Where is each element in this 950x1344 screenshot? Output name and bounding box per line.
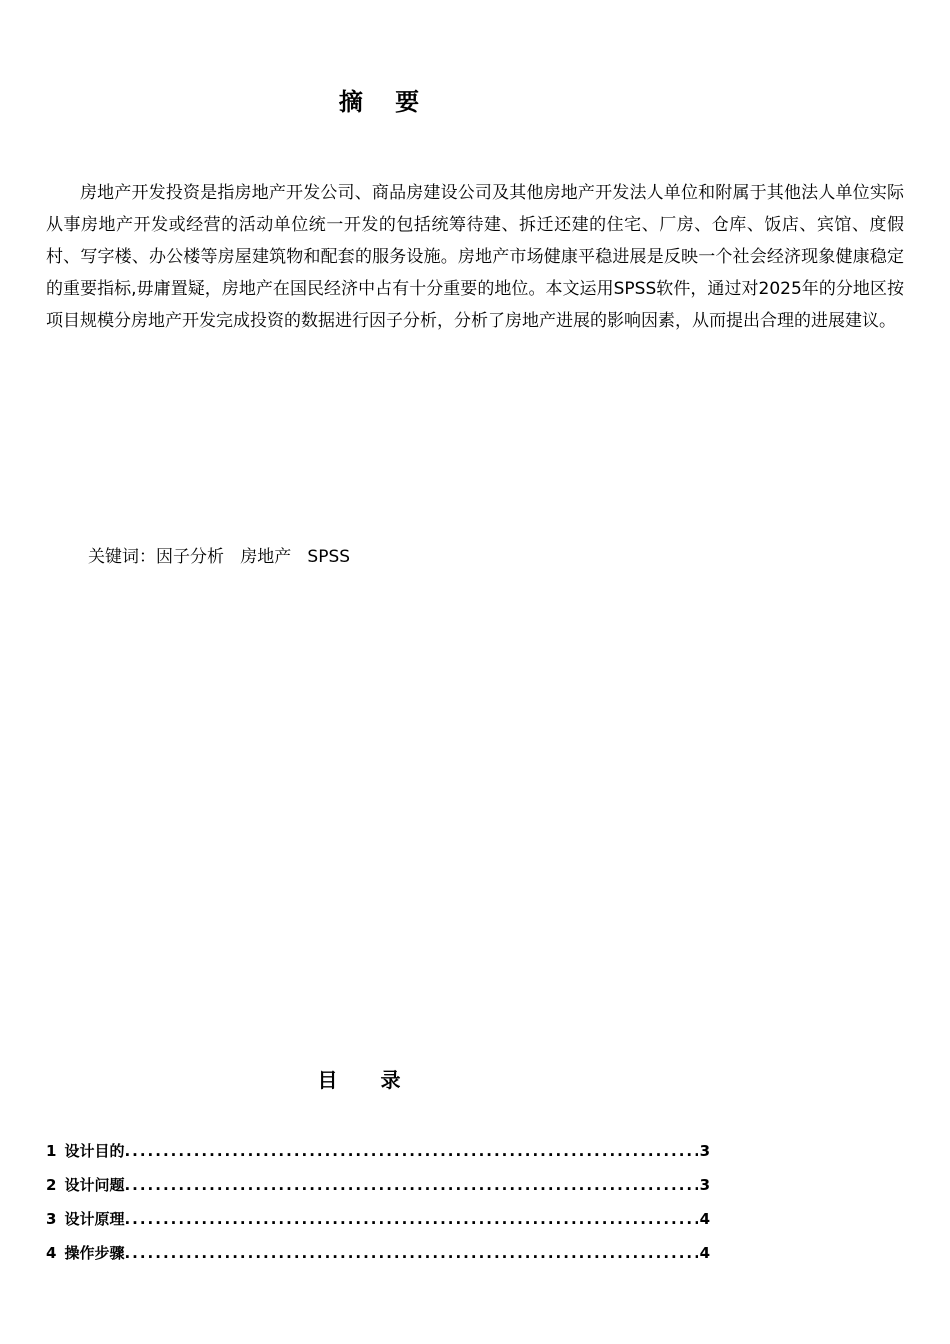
toc-item-page: 3 [699,1142,710,1160]
abstract-title: 摘 要 [338,88,432,116]
toc-item-page: 3 [699,1176,710,1194]
toc-item-label: 设计目的 [64,1142,125,1160]
abstract-body: 房地产开发投资是指房地产开发公司、商品房建设公司及其他房地产开发法人单位和附属于其他法人单位实际从事房地产开发或经营的活动单位统一开发的包括统筹待建、拆迁还建的住宅、厂房、仓库、饭店、宾馆、度假村、写字楼、办公楼等房屋建筑物和配套的服务设施。房地产市场健康平稳进展是反映一个社会经济现象健康稳定的重要指标,毋庸置疑，房地产在国民经济中占有十分重要的地位。本文运用SPSS软件，通过对2025年的分地区按项目规模分房地产开发完成投资的数据进行因子分析，分析了房地产进展的影响因素，从而提出合理的进展建议。 [46,183,904,331]
toc-list [46,1140,710,1276]
toc-item-design-principle[interactable] [46,1208,710,1242]
toc-leader-dots [124,1176,697,1194]
toc-item-number: 1 [46,1142,57,1160]
toc-item-number: 2 [46,1176,57,1194]
toc-item-label: 操作步骤 [64,1244,125,1262]
toc-item-operation-steps[interactable] [46,1242,710,1276]
toc-leader-dots [124,1210,697,1228]
toc-item-label: 设计原理 [64,1210,125,1228]
toc-item-number: 3 [46,1210,57,1228]
toc-leader-dots [124,1244,697,1262]
toc-item-number: 4 [46,1244,57,1262]
toc-item-design-purpose[interactable] [46,1140,710,1174]
toc-item-label: 设计问题 [64,1176,125,1194]
keywords-line: 关键词：因子分析 房地产 SPSS [88,547,351,567]
toc-leader-dots [124,1142,697,1160]
toc-item-page: 4 [699,1210,710,1228]
toc-title: 目 录 [317,1068,419,1092]
toc-item-design-problem[interactable] [46,1174,710,1208]
toc-item-page: 4 [699,1244,710,1262]
